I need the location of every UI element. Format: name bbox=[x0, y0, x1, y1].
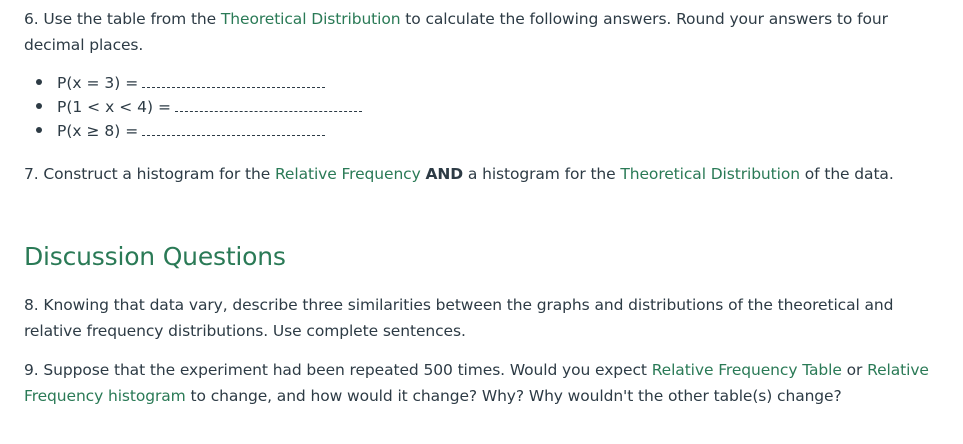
bullet-icon bbox=[36, 103, 42, 109]
question-9-suffix: to change, and how would it change? Why? Why wouldn't the other table(s) change? bbox=[185, 387, 842, 405]
question-6 bbox=[24, 6, 944, 58]
relative-frequency-link[interactable]: Relative Frequency bbox=[274, 165, 421, 183]
answer-blank bbox=[142, 125, 325, 136]
discussion-questions-heading: Discussion Questions bbox=[24, 242, 286, 271]
probability-label: P(x = 3) = bbox=[57, 74, 139, 92]
question-7-middle: a histogram for the bbox=[463, 165, 621, 183]
question-6-prefix: 6. Use the table from the bbox=[24, 10, 221, 28]
question-7-prefix: 7. Construct a histogram for the bbox=[24, 165, 275, 183]
answer-blank bbox=[175, 101, 362, 112]
question-7 bbox=[24, 161, 894, 187]
list-item bbox=[36, 119, 362, 143]
list-item bbox=[36, 95, 362, 119]
theoretical-distribution-link[interactable]: Theoretical Distribution bbox=[220, 10, 401, 28]
probability-label: P(x ≥ 8) = bbox=[57, 122, 139, 140]
bullet-icon bbox=[36, 79, 42, 85]
probability-label: P(1 < x < 4) = bbox=[57, 98, 171, 116]
probability-list bbox=[36, 71, 362, 143]
relative-frequency-histogram-link[interactable]: Relative Frequency histogram bbox=[24, 361, 929, 405]
and-emphasis: AND bbox=[425, 165, 464, 183]
answer-blank bbox=[142, 77, 325, 88]
relative-frequency-table-link[interactable]: Relative Frequency Table bbox=[651, 361, 842, 379]
question-9 bbox=[24, 357, 954, 409]
question-8: 8. Knowing that data vary, describe three similarities between the graphs and distributions of the theoretical and relative frequency distributions. Use complete sentences. bbox=[24, 296, 894, 340]
bullet-icon bbox=[36, 127, 42, 133]
question-7-suffix: of the data. bbox=[799, 165, 894, 183]
question-9-prefix: 9. Suppose that the experiment had been repeated 500 times. Would you expect bbox=[24, 361, 652, 379]
list-item bbox=[36, 71, 362, 95]
question-6-suffix: to calculate the following answers. Round your answers to four decimal places. bbox=[24, 10, 888, 54]
question-9-middle: or bbox=[841, 361, 868, 379]
theoretical-distribution-link-2[interactable]: Theoretical Distribution bbox=[620, 165, 800, 183]
